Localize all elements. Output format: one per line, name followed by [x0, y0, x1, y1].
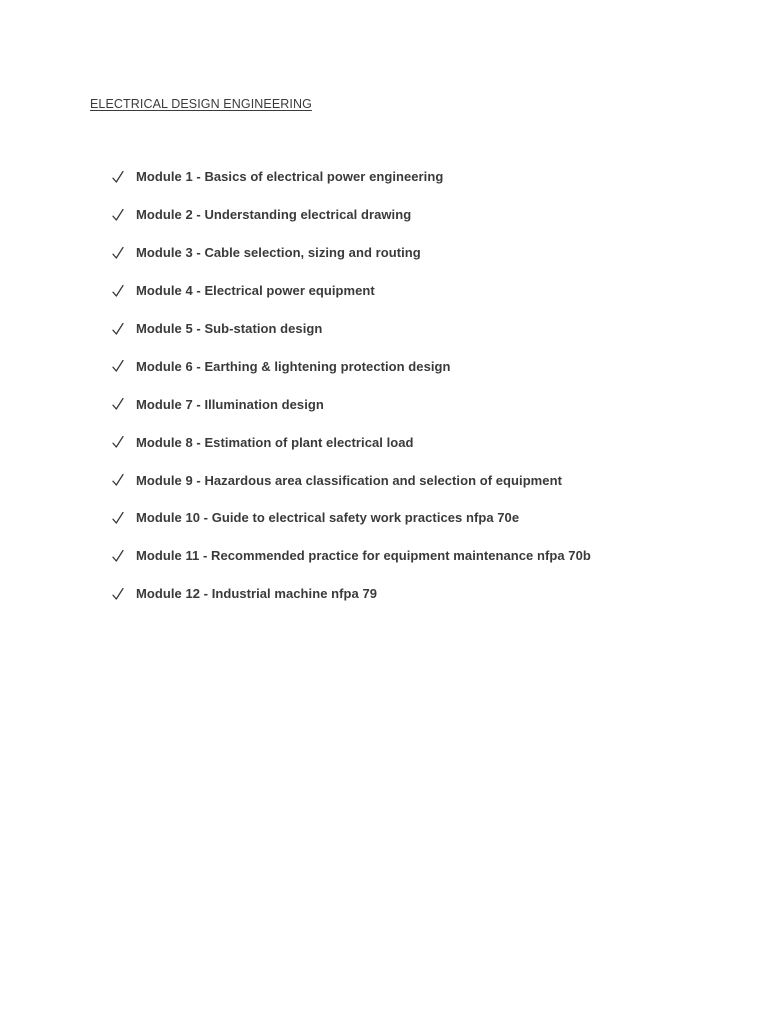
module-label: Module 3 - Cable selection, sizing and routing	[136, 245, 421, 261]
module-label: Module 8 - Estimation of plant electrical load	[136, 434, 414, 450]
module-list	[112, 158, 591, 613]
module-label: Module 12 - Industrial machine nfpa 79	[136, 586, 378, 602]
list-item	[112, 575, 591, 613]
list-item	[112, 158, 591, 196]
check-mark-icon	[112, 284, 124, 298]
list-item	[112, 347, 591, 385]
check-mark-icon	[112, 246, 124, 260]
module-label: Module 4 - Electrical power equipment	[136, 283, 375, 299]
module-label: Module 2 - Understanding electrical drawing	[136, 207, 412, 223]
module-label: Module 10 - Guide to electrical safety work practices nfpa 70e	[136, 510, 520, 526]
module-label: Module 6 - Earthing & lightening protection design	[136, 358, 451, 374]
list-item	[112, 423, 591, 461]
module-label: Module 11 - Recommended practice for equipment maintenance nfpa 70b	[136, 548, 591, 564]
module-label: Module 5 - Sub-station design	[136, 321, 323, 336]
list-item	[112, 461, 591, 499]
list-item	[112, 385, 591, 423]
list-item	[112, 537, 591, 575]
check-mark-icon	[112, 170, 124, 184]
check-mark-icon	[112, 208, 124, 222]
list-item	[112, 196, 591, 234]
list-item	[112, 310, 591, 348]
document-title: ELECTRICAL DESIGN ENGINEERING	[90, 97, 312, 111]
list-item	[112, 499, 591, 537]
module-label: Module 1 - Basics of electrical power engineering	[136, 169, 444, 185]
check-mark-icon	[112, 587, 124, 601]
check-mark-icon	[112, 435, 124, 449]
check-mark-icon	[112, 322, 124, 336]
check-mark-icon	[112, 473, 124, 487]
check-mark-icon	[112, 359, 124, 373]
module-label: Module 7 - Illumination design	[136, 396, 324, 412]
check-mark-icon	[112, 511, 124, 525]
list-item	[112, 272, 591, 310]
module-label: Module 9 - Hazardous area classification and selection of equipment	[136, 472, 562, 488]
check-mark-icon	[112, 397, 124, 411]
check-mark-icon	[112, 549, 124, 563]
list-item	[112, 234, 591, 272]
